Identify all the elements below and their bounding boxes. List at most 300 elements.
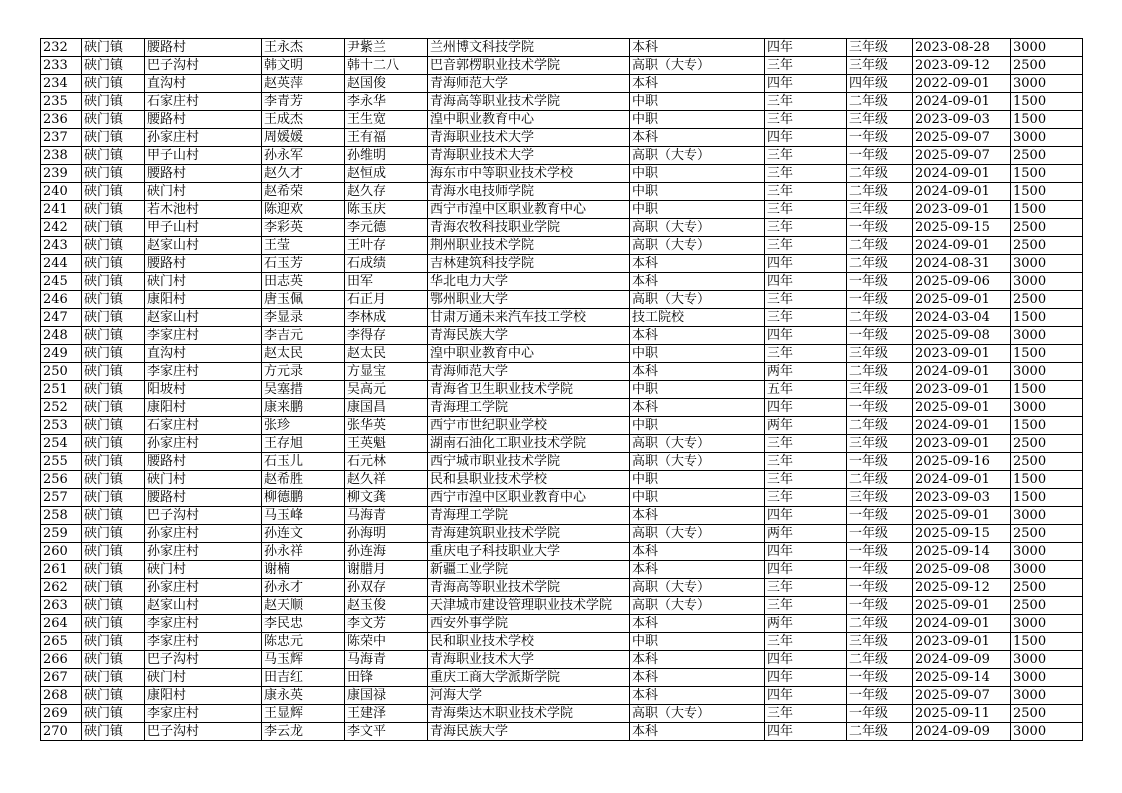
school-cell: 重庆工商大学派斯学院 <box>428 669 630 687</box>
education-level-cell: 中职 <box>630 111 765 129</box>
guardian-name-cell: 张华英 <box>345 417 428 435</box>
grade-cell: 三年级 <box>847 381 913 399</box>
enrollment-date-cell: 2023-09-01 <box>913 381 1011 399</box>
row-number-cell: 260 <box>41 543 82 561</box>
education-level-cell: 本科 <box>630 327 765 345</box>
school-cell: 湟中职业教育中心 <box>428 345 630 363</box>
enrollment-date-cell: 2025-09-08 <box>913 327 1011 345</box>
enrollment-date-cell: 2025-09-07 <box>913 687 1011 705</box>
education-level-cell: 中职 <box>630 471 765 489</box>
program-length-cell: 三年 <box>765 201 847 219</box>
subsidy-amount-cell: 2500 <box>1011 453 1083 471</box>
row-number-cell: 242 <box>41 219 82 237</box>
enrollment-date-cell: 2024-09-01 <box>913 615 1011 633</box>
table-row <box>41 687 1083 705</box>
guardian-name-cell: 石成绩 <box>345 255 428 273</box>
student-name-cell: 田吉红 <box>262 669 345 687</box>
education-level-cell: 中职 <box>630 165 765 183</box>
guardian-name-cell: 康国昌 <box>345 399 428 417</box>
guardian-name-cell: 陈荣中 <box>345 633 428 651</box>
row-number-cell: 255 <box>41 453 82 471</box>
subsidy-amount-cell: 1500 <box>1011 309 1083 327</box>
town-cell: 硖门镇 <box>82 579 145 597</box>
grade-cell: 二年级 <box>847 651 913 669</box>
student-name-cell: 赵希胜 <box>262 471 345 489</box>
town-cell: 硖门镇 <box>82 471 145 489</box>
row-number-cell: 235 <box>41 93 82 111</box>
guardian-name-cell: 赵玉俊 <box>345 597 428 615</box>
program-length-cell: 四年 <box>765 651 847 669</box>
education-level-cell: 本科 <box>630 39 765 57</box>
town-cell: 硖门镇 <box>82 489 145 507</box>
school-cell: 西安外事学院 <box>428 615 630 633</box>
row-number-cell: 263 <box>41 597 82 615</box>
subsidy-amount-cell: 2500 <box>1011 219 1083 237</box>
grade-cell: 三年级 <box>847 489 913 507</box>
student-name-cell: 马玉峰 <box>262 507 345 525</box>
village-cell: 腰路村 <box>145 39 262 57</box>
education-level-cell: 中职 <box>630 201 765 219</box>
table-row <box>41 597 1083 615</box>
table-row <box>41 363 1083 381</box>
grade-cell: 一年级 <box>847 453 913 471</box>
guardian-name-cell: 石元林 <box>345 453 428 471</box>
town-cell: 硖门镇 <box>82 129 145 147</box>
subsidy-amount-cell: 2500 <box>1011 291 1083 309</box>
program-length-cell: 四年 <box>765 561 847 579</box>
village-cell: 石家庄村 <box>145 417 262 435</box>
school-cell: 荆州职业技术学院 <box>428 237 630 255</box>
town-cell: 硖门镇 <box>82 705 145 723</box>
row-number-cell: 241 <box>41 201 82 219</box>
subsidy-amount-cell: 2500 <box>1011 147 1083 165</box>
grade-cell: 一年级 <box>847 525 913 543</box>
guardian-name-cell: 赵国俊 <box>345 75 428 93</box>
village-cell: 阳坡村 <box>145 381 262 399</box>
enrollment-date-cell: 2023-09-01 <box>913 633 1011 651</box>
town-cell: 硖门镇 <box>82 75 145 93</box>
table-row <box>41 471 1083 489</box>
school-cell: 鄂州职业大学 <box>428 291 630 309</box>
enrollment-date-cell: 2022-09-01 <box>913 75 1011 93</box>
subsidy-amount-cell: 1500 <box>1011 345 1083 363</box>
guardian-name-cell: 韩十二八 <box>345 57 428 75</box>
subsidy-amount-cell: 3000 <box>1011 129 1083 147</box>
education-level-cell: 本科 <box>630 75 765 93</box>
table-body <box>41 39 1083 741</box>
grade-cell: 一年级 <box>847 705 913 723</box>
education-level-cell: 高职（大专） <box>630 237 765 255</box>
education-level-cell: 本科 <box>630 561 765 579</box>
row-number-cell: 257 <box>41 489 82 507</box>
student-name-cell: 孙永军 <box>262 147 345 165</box>
enrollment-date-cell: 2025-09-11 <box>913 705 1011 723</box>
guardian-name-cell: 李文芳 <box>345 615 428 633</box>
education-level-cell: 中职 <box>630 633 765 651</box>
guardian-name-cell: 赵恒成 <box>345 165 428 183</box>
village-cell: 孙家庄村 <box>145 435 262 453</box>
row-number-cell: 234 <box>41 75 82 93</box>
town-cell: 硖门镇 <box>82 201 145 219</box>
table-row <box>41 219 1083 237</box>
school-cell: 青海高等职业技术学院 <box>428 579 630 597</box>
table-row <box>41 309 1083 327</box>
education-level-cell: 本科 <box>630 723 765 741</box>
subsidy-amount-cell: 1500 <box>1011 471 1083 489</box>
student-name-cell: 李显录 <box>262 309 345 327</box>
row-number-cell: 232 <box>41 39 82 57</box>
program-length-cell: 三年 <box>765 219 847 237</box>
school-cell: 华北电力大学 <box>428 273 630 291</box>
subsidy-amount-cell: 1500 <box>1011 183 1083 201</box>
town-cell: 硖门镇 <box>82 669 145 687</box>
row-number-cell: 270 <box>41 723 82 741</box>
town-cell: 硖门镇 <box>82 687 145 705</box>
school-cell: 民和县职业技术学校 <box>428 471 630 489</box>
guardian-name-cell: 谢腊月 <box>345 561 428 579</box>
table-row <box>41 129 1083 147</box>
student-name-cell: 陈忠元 <box>262 633 345 651</box>
row-number-cell: 245 <box>41 273 82 291</box>
enrollment-date-cell: 2025-09-15 <box>913 219 1011 237</box>
student-name-cell: 韩文明 <box>262 57 345 75</box>
town-cell: 硖门镇 <box>82 57 145 75</box>
table-row <box>41 669 1083 687</box>
town-cell: 硖门镇 <box>82 147 145 165</box>
education-level-cell: 本科 <box>630 615 765 633</box>
village-cell: 巴子沟村 <box>145 57 262 75</box>
town-cell: 硖门镇 <box>82 597 145 615</box>
school-cell: 青海师范大学 <box>428 75 630 93</box>
school-cell: 西宁城市职业技术学院 <box>428 453 630 471</box>
grade-cell: 二年级 <box>847 237 913 255</box>
table-row <box>41 237 1083 255</box>
enrollment-date-cell: 2025-09-06 <box>913 273 1011 291</box>
grade-cell: 二年级 <box>847 309 913 327</box>
village-cell: 李家庄村 <box>145 615 262 633</box>
education-level-cell: 高职（大专） <box>630 705 765 723</box>
school-cell: 青海水电技师学院 <box>428 183 630 201</box>
enrollment-date-cell: 2025-09-14 <box>913 669 1011 687</box>
village-cell: 康阳村 <box>145 399 262 417</box>
village-cell: 硖门村 <box>145 471 262 489</box>
student-name-cell: 马玉辉 <box>262 651 345 669</box>
table-row <box>41 417 1083 435</box>
education-level-cell: 本科 <box>630 399 765 417</box>
table-row <box>41 183 1083 201</box>
guardian-name-cell: 李文平 <box>345 723 428 741</box>
table-row <box>41 723 1083 741</box>
village-cell: 硖门村 <box>145 183 262 201</box>
enrollment-date-cell: 2024-09-01 <box>913 471 1011 489</box>
education-level-cell: 高职（大专） <box>630 525 765 543</box>
town-cell: 硖门镇 <box>82 417 145 435</box>
guardian-name-cell: 孙维明 <box>345 147 428 165</box>
school-cell: 巴音郭楞职业技术学院 <box>428 57 630 75</box>
guardian-name-cell: 尹紫兰 <box>345 39 428 57</box>
guardian-name-cell: 王有福 <box>345 129 428 147</box>
grade-cell: 一年级 <box>847 669 913 687</box>
program-length-cell: 四年 <box>765 39 847 57</box>
school-cell: 河海大学 <box>428 687 630 705</box>
school-cell: 甘肃万通未来汽车技工学校 <box>428 309 630 327</box>
town-cell: 硖门镇 <box>82 345 145 363</box>
grade-cell: 三年级 <box>847 111 913 129</box>
table-row <box>41 57 1083 75</box>
student-name-cell: 李青芳 <box>262 93 345 111</box>
table-row <box>41 633 1083 651</box>
student-name-cell: 王永杰 <box>262 39 345 57</box>
student-name-cell: 赵天顺 <box>262 597 345 615</box>
subsidy-amount-cell: 1500 <box>1011 633 1083 651</box>
enrollment-date-cell: 2024-09-01 <box>913 363 1011 381</box>
village-cell: 甲子山村 <box>145 219 262 237</box>
school-cell: 青海师范大学 <box>428 363 630 381</box>
table-row <box>41 489 1083 507</box>
program-length-cell: 两年 <box>765 363 847 381</box>
guardian-name-cell: 李永华 <box>345 93 428 111</box>
program-length-cell: 四年 <box>765 255 847 273</box>
row-number-cell: 265 <box>41 633 82 651</box>
enrollment-date-cell: 2025-09-01 <box>913 507 1011 525</box>
grade-cell: 二年级 <box>847 93 913 111</box>
town-cell: 硖门镇 <box>82 309 145 327</box>
subsidy-amount-cell: 1500 <box>1011 201 1083 219</box>
subsidy-amount-cell: 3000 <box>1011 615 1083 633</box>
subsidy-amount-cell: 3000 <box>1011 39 1083 57</box>
education-level-cell: 本科 <box>630 363 765 381</box>
program-length-cell: 两年 <box>765 417 847 435</box>
guardian-name-cell: 方显宝 <box>345 363 428 381</box>
education-level-cell: 中职 <box>630 489 765 507</box>
guardian-name-cell: 王生宽 <box>345 111 428 129</box>
grade-cell: 一年级 <box>847 561 913 579</box>
table-row <box>41 453 1083 471</box>
program-length-cell: 四年 <box>765 543 847 561</box>
program-length-cell: 三年 <box>765 183 847 201</box>
subsidy-amount-cell: 1500 <box>1011 489 1083 507</box>
enrollment-date-cell: 2023-09-01 <box>913 435 1011 453</box>
town-cell: 硖门镇 <box>82 507 145 525</box>
program-length-cell: 三年 <box>765 579 847 597</box>
student-name-cell: 李民忠 <box>262 615 345 633</box>
student-name-cell: 唐玉佩 <box>262 291 345 309</box>
table-row <box>41 435 1083 453</box>
enrollment-date-cell: 2025-09-15 <box>913 525 1011 543</box>
grade-cell: 一年级 <box>847 597 913 615</box>
village-cell: 康阳村 <box>145 687 262 705</box>
grade-cell: 三年级 <box>847 435 913 453</box>
program-length-cell: 三年 <box>765 111 847 129</box>
grade-cell: 四年级 <box>847 75 913 93</box>
program-length-cell: 三年 <box>765 309 847 327</box>
student-name-cell: 孙永才 <box>262 579 345 597</box>
grade-cell: 一年级 <box>847 687 913 705</box>
education-level-cell: 中职 <box>630 345 765 363</box>
row-number-cell: 240 <box>41 183 82 201</box>
education-level-cell: 高职（大专） <box>630 57 765 75</box>
student-subsidy-table <box>40 38 1083 741</box>
row-number-cell: 248 <box>41 327 82 345</box>
subsidy-amount-cell: 3000 <box>1011 363 1083 381</box>
row-number-cell: 269 <box>41 705 82 723</box>
program-length-cell: 三年 <box>765 489 847 507</box>
student-name-cell: 石玉儿 <box>262 453 345 471</box>
village-cell: 孙家庄村 <box>145 579 262 597</box>
town-cell: 硖门镇 <box>82 327 145 345</box>
subsidy-amount-cell: 3000 <box>1011 273 1083 291</box>
student-name-cell: 张珍 <box>262 417 345 435</box>
town-cell: 硖门镇 <box>82 363 145 381</box>
town-cell: 硖门镇 <box>82 399 145 417</box>
student-name-cell: 李吉元 <box>262 327 345 345</box>
program-length-cell: 三年 <box>765 345 847 363</box>
student-name-cell: 孙永祥 <box>262 543 345 561</box>
school-cell: 西宁市世纪职业学校 <box>428 417 630 435</box>
education-level-cell: 本科 <box>630 687 765 705</box>
town-cell: 硖门镇 <box>82 723 145 741</box>
program-length-cell: 两年 <box>765 525 847 543</box>
table-row <box>41 165 1083 183</box>
village-cell: 孙家庄村 <box>145 543 262 561</box>
program-length-cell: 三年 <box>765 453 847 471</box>
guardian-name-cell: 赵太民 <box>345 345 428 363</box>
town-cell: 硖门镇 <box>82 255 145 273</box>
row-number-cell: 239 <box>41 165 82 183</box>
grade-cell: 一年级 <box>847 219 913 237</box>
row-number-cell: 246 <box>41 291 82 309</box>
village-cell: 甲子山村 <box>145 147 262 165</box>
school-cell: 青海理工学院 <box>428 399 630 417</box>
table-row <box>41 615 1083 633</box>
enrollment-date-cell: 2025-09-14 <box>913 543 1011 561</box>
school-cell: 吉林建筑科技学院 <box>428 255 630 273</box>
subsidy-amount-cell: 3000 <box>1011 327 1083 345</box>
row-number-cell: 259 <box>41 525 82 543</box>
guardian-name-cell: 康国禄 <box>345 687 428 705</box>
student-name-cell: 田志英 <box>262 273 345 291</box>
student-name-cell: 李云龙 <box>262 723 345 741</box>
guardian-name-cell: 李元德 <box>345 219 428 237</box>
subsidy-amount-cell: 3000 <box>1011 687 1083 705</box>
student-name-cell: 康来鹏 <box>262 399 345 417</box>
table-row <box>41 291 1083 309</box>
guardian-name-cell: 田锋 <box>345 669 428 687</box>
row-number-cell: 244 <box>41 255 82 273</box>
subsidy-amount-cell: 3000 <box>1011 399 1083 417</box>
town-cell: 硖门镇 <box>82 651 145 669</box>
program-length-cell: 四年 <box>765 399 847 417</box>
village-cell: 李家庄村 <box>145 633 262 651</box>
village-cell: 石家庄村 <box>145 93 262 111</box>
student-name-cell: 方元录 <box>262 363 345 381</box>
grade-cell: 三年级 <box>847 633 913 651</box>
village-cell: 李家庄村 <box>145 705 262 723</box>
town-cell: 硖门镇 <box>82 453 145 471</box>
village-cell: 腰路村 <box>145 255 262 273</box>
school-cell: 湖南石油化工职业技术学院 <box>428 435 630 453</box>
village-cell: 李家庄村 <box>145 363 262 381</box>
subsidy-amount-cell: 1500 <box>1011 165 1083 183</box>
student-name-cell: 王成杰 <box>262 111 345 129</box>
education-level-cell: 高职（大专） <box>630 291 765 309</box>
guardian-name-cell: 田军 <box>345 273 428 291</box>
table-row <box>41 399 1083 417</box>
enrollment-date-cell: 2023-09-01 <box>913 201 1011 219</box>
education-level-cell: 本科 <box>630 255 765 273</box>
town-cell: 硖门镇 <box>82 615 145 633</box>
table-row <box>41 507 1083 525</box>
guardian-name-cell: 马海青 <box>345 651 428 669</box>
education-level-cell: 高职（大专） <box>630 579 765 597</box>
education-level-cell: 高职（大专） <box>630 435 765 453</box>
subsidy-amount-cell: 2500 <box>1011 579 1083 597</box>
education-level-cell: 本科 <box>630 651 765 669</box>
guardian-name-cell: 马海青 <box>345 507 428 525</box>
education-level-cell: 技工院校 <box>630 309 765 327</box>
school-cell: 兰州博文科技学院 <box>428 39 630 57</box>
student-name-cell: 吴塞措 <box>262 381 345 399</box>
school-cell: 青海柴达木职业技术学院 <box>428 705 630 723</box>
program-length-cell: 四年 <box>765 507 847 525</box>
program-length-cell: 三年 <box>765 57 847 75</box>
program-length-cell: 四年 <box>765 687 847 705</box>
grade-cell: 二年级 <box>847 363 913 381</box>
enrollment-date-cell: 2025-09-01 <box>913 291 1011 309</box>
guardian-name-cell: 李得存 <box>345 327 428 345</box>
subsidy-amount-cell: 3000 <box>1011 255 1083 273</box>
program-length-cell: 四年 <box>765 723 847 741</box>
guardian-name-cell: 石正月 <box>345 291 428 309</box>
enrollment-date-cell: 2024-09-01 <box>913 183 1011 201</box>
row-number-cell: 268 <box>41 687 82 705</box>
school-cell: 青海民族大学 <box>428 327 630 345</box>
row-number-cell: 267 <box>41 669 82 687</box>
student-name-cell: 石玉芳 <box>262 255 345 273</box>
table-row <box>41 201 1083 219</box>
program-length-cell: 四年 <box>765 669 847 687</box>
education-level-cell: 高职（大专） <box>630 597 765 615</box>
village-cell: 巴子沟村 <box>145 723 262 741</box>
village-cell: 直沟村 <box>145 75 262 93</box>
education-level-cell: 中职 <box>630 417 765 435</box>
row-number-cell: 236 <box>41 111 82 129</box>
subsidy-amount-cell: 1500 <box>1011 417 1083 435</box>
subsidy-amount-cell: 3000 <box>1011 507 1083 525</box>
program-length-cell: 四年 <box>765 129 847 147</box>
education-level-cell: 本科 <box>630 273 765 291</box>
school-cell: 重庆电子科技职业大学 <box>428 543 630 561</box>
table-row <box>41 255 1083 273</box>
student-name-cell: 王显辉 <box>262 705 345 723</box>
row-number-cell: 253 <box>41 417 82 435</box>
town-cell: 硖门镇 <box>82 219 145 237</box>
program-length-cell: 三年 <box>765 597 847 615</box>
program-length-cell: 三年 <box>765 165 847 183</box>
row-number-cell: 264 <box>41 615 82 633</box>
row-number-cell: 238 <box>41 147 82 165</box>
grade-cell: 二年级 <box>847 165 913 183</box>
table-row <box>41 561 1083 579</box>
village-cell: 若木池村 <box>145 201 262 219</box>
school-cell: 青海职业技术大学 <box>428 129 630 147</box>
table-row <box>41 147 1083 165</box>
grade-cell: 一年级 <box>847 273 913 291</box>
table-row <box>41 75 1083 93</box>
student-name-cell: 周媛媛 <box>262 129 345 147</box>
enrollment-date-cell: 2025-09-12 <box>913 579 1011 597</box>
enrollment-date-cell: 2025-09-07 <box>913 147 1011 165</box>
